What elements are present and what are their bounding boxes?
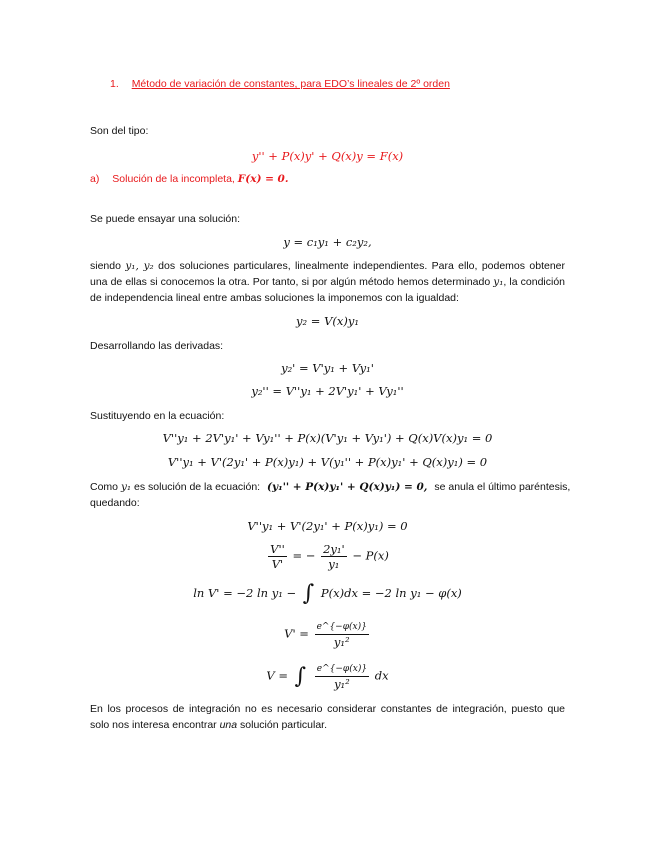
integral-sign-2: ∫ — [294, 663, 307, 689]
siendo-before: siendo — [90, 260, 121, 272]
paragraph-derivadas: Desarrollando las derivadas: — [90, 340, 224, 352]
log-lhs: ln V' = −2 ln y₁ − — [193, 586, 297, 600]
como-mid: es solución de la ecuación: — [134, 481, 261, 493]
fraction-vprime — [315, 620, 369, 649]
como-equation: (y₁'' + P(x)y₁' + Q(x)y₁) = 0, — [267, 481, 428, 493]
fraction-lhs — [268, 542, 287, 571]
paragraph-quedando: quedando: — [90, 497, 140, 509]
equation-reduced-3 — [90, 581, 565, 606]
equation-derivative-1: y₂' = V'y₁ + Vy₁' — [281, 361, 374, 375]
fraction-rhs — [321, 542, 347, 571]
fraction-v — [315, 662, 369, 691]
equation-tail: − P(x) — [352, 548, 389, 563]
fraction-lhs-den: V' — [271, 557, 284, 571]
paragraph-sustituyendo: Sustituyendo en la ecuación: — [90, 410, 225, 422]
equation-reduced-2 — [90, 542, 565, 571]
fraction-v-den: y₁² — [334, 677, 350, 691]
siendo-end: , la condición de independencia lineal entre ambas soluciones la imponemos con la igualdad: — [90, 276, 566, 304]
subsection-text: Solución de la incompleta, — [112, 173, 235, 185]
subsection-condition: F(x) = 0. — [237, 173, 289, 185]
equation-y2: y₂ = V(x)y₁ — [296, 314, 359, 328]
section-heading — [110, 77, 450, 91]
equation-reduced-5 — [90, 662, 565, 691]
como-before: Como — [90, 481, 119, 493]
integral-sign: ∫ — [302, 581, 315, 606]
siendo-var: y₁ — [493, 276, 504, 288]
intro-text: Son del tipo: — [90, 125, 149, 137]
siendo-after: dos soluciones particulares, linealmente independientes. Para ello, podemos obtener una de ellas si conocemos la otra. Por tanto, si por algún método hemos determinado — [90, 260, 566, 288]
final-emphasis: una — [219, 719, 238, 731]
equation-general — [90, 148, 565, 164]
paragraph-final — [90, 701, 565, 733]
fraction-rhs-num: 2y₁' — [323, 542, 345, 556]
v-lhs: V = — [266, 668, 289, 683]
paragraph-como — [90, 480, 570, 494]
equation-reduced-4 — [90, 620, 565, 649]
como-var: y₁ — [120, 481, 132, 493]
equation-general-text: y'' + P(x)y' + Q(x)y = F(x) — [251, 149, 404, 163]
vprime-lhs: V' = — [284, 626, 309, 641]
equation-substitution-1: V''y₁ + 2V'y₁' + Vy₁'' + P(x)(V'y₁ + Vy₁') + Q(x)V(x)y₁ = 0 — [162, 431, 493, 445]
paragraph-ensayar: Se puede ensayar una solución: — [90, 213, 241, 225]
fraction-vprime-num: e^{−φ(x)} — [315, 620, 369, 635]
fraction-v-num: e^{−φ(x)} — [315, 662, 369, 677]
log-rhs: P(x)dx = −2 ln y₁ − φ(x) — [320, 586, 462, 600]
equation-reduced-1: V''y₁ + V'(2y₁' + P(x)y₁) = 0 — [247, 519, 408, 533]
paragraph-siendo — [90, 258, 565, 306]
fraction-lhs-num: V'' — [270, 542, 285, 556]
final-after: solución particular. — [240, 719, 327, 731]
equation-substitution-2: V''y₁ + V'(2y₁' + P(x)y₁) + V(y₁'' + P(x)y₁' + Q(x)y₁) = 0 — [167, 455, 488, 469]
equation-solution: y = c₁y₁ + c₂y₂, — [283, 235, 372, 249]
section-title: Método de variación de constantes, para EDO’s lineales de 2º orden — [131, 78, 450, 90]
section-number: 1. — [110, 78, 119, 90]
equation-derivative-2: y₂'' = V''y₁ + 2V'y₁' + Vy₁'' — [251, 384, 404, 398]
como-after: se anula el último paréntesis, — [434, 481, 571, 493]
subsection-label: a) — [90, 173, 100, 185]
fraction-vprime-den: y₁² — [333, 635, 350, 649]
final-before: En los procesos de integración no es necesario considerar constantes de integración, puesto que solo nos interesa encontrar — [90, 703, 565, 731]
subsection-a-heading — [90, 172, 289, 186]
v-tail: dx — [374, 668, 389, 683]
siendo-vars: y₁, y₂ — [125, 260, 154, 272]
equals-minus: = − — [292, 548, 316, 563]
fraction-rhs-den: y₁ — [328, 557, 340, 571]
